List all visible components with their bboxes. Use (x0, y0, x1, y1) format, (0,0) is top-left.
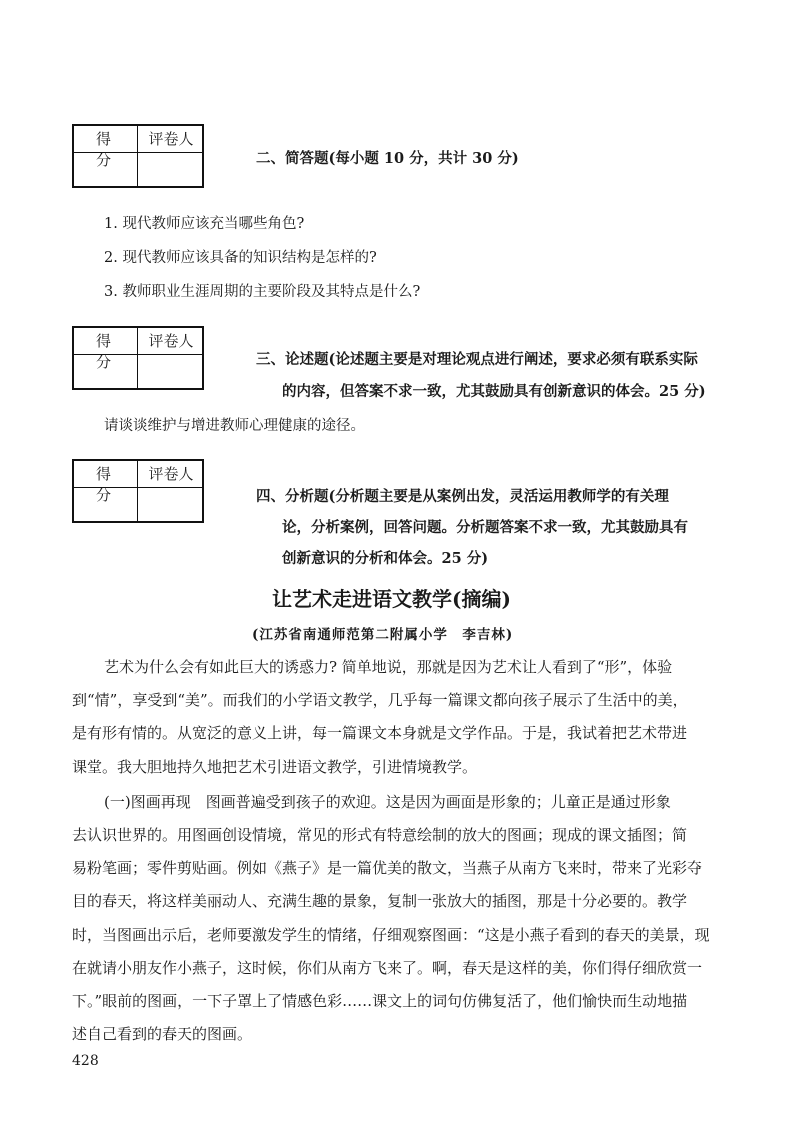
question-3: 3. 教师职业生涯周期的主要阶段及其特点是什么? (104, 284, 421, 300)
article-line: 时，当图画出示后，老师要激发学生的情绪，仔细观察图画：“这是小燕子看到的春天的美景，现 (72, 926, 710, 944)
grader-label: 评卷人 (148, 332, 194, 350)
section2-heading: 二、简答题(每小题 10 分，共计 30 分) (256, 150, 519, 167)
score-box-section2 (72, 124, 204, 188)
article-line: 下。”眼前的图画，一下子罩上了情感色彩……课文上的词句仿佛复活了，他们愉快而生动地描 (72, 992, 688, 1010)
score-label: 得 分 (95, 465, 125, 504)
article-line: (一)图画再现 图画普遍受到孩子的欢迎。这是因为画面是形象的；儿童正是通过形象 (104, 793, 671, 811)
score-label: 得 分 (95, 332, 125, 371)
article-line: 目的春天，将这样美丽动人、充满生趣的景象，复制一张放大的插图，那是十分必要的。教学 (72, 892, 688, 910)
article-line: 在就请小朋友作小燕子，这时候，你们从南方飞来了。啊，春天是这样的美，你们得仔细欣赏一 (72, 959, 703, 977)
article-line: 去认识世界的。用图画创设情境，常见的形式有特意绘制的放大的图画；现成的课文插图；简 (72, 826, 688, 844)
article-line: 述自己看到的春天的图画。 (72, 1025, 253, 1043)
page-number: 428 (72, 1053, 99, 1069)
score-label: 得 分 (95, 130, 125, 169)
article-author: (江苏省南通师范第二附属小学 李吉林) (252, 627, 514, 643)
article-line: 到“情”，享受到“美”。而我们的小学语文教学，几乎每一篇课文都向孩子展示了生活中的美， (72, 691, 688, 709)
section3-question: 请谈谈维护与增进教师心理健康的途径。 (104, 418, 365, 434)
section3-heading-line2: 的内容，但答案不求一致，尤其鼓励具有创新意识的体会。25 分) (282, 383, 706, 400)
article-line: 易粉笔画；零件剪贴画。例如《燕子》是一篇优美的散文，当燕子从南方飞来时，带来了光彩夺 (72, 859, 703, 877)
question-1: 1. 现代教师应该充当哪些角色? (104, 216, 305, 232)
article-title: 让艺术走进语文教学(摘编) (272, 587, 511, 611)
score-box-section3 (72, 326, 204, 390)
section3-heading-line1: 三、论述题(论述题主要是对理论观点进行阐述，要求必须有联系实际 (256, 351, 698, 368)
grader-label: 评卷人 (148, 465, 194, 483)
question-2: 2. 现代教师应该具备的知识结构是怎样的? (104, 250, 377, 266)
score-box-section4 (72, 459, 204, 523)
section4-heading-line1: 四、分析题(分析题主要是从案例出发，灵活运用教师学的有关理 (256, 488, 669, 505)
grader-label: 评卷人 (148, 130, 194, 148)
article-line: 课堂。我大胆地持久地把艺术引进语文教学，引进情境教学。 (72, 758, 478, 776)
section4-heading-line3: 创新意识的分析和体会。25 分) (282, 550, 489, 567)
article-line: 是有形有情的。从宽泛的意义上讲，每一篇课文本身就是文学作品。于是，我试着把艺术带进 (72, 724, 688, 742)
section4-heading-line2: 论，分析案例，回答问题。分析题答案不求一致，尤其鼓励具有 (282, 519, 688, 536)
article-line: 艺术为什么会有如此巨大的诱惑力? 简单地说，那就是因为艺术让人看到了“形”，体验 (104, 658, 673, 676)
